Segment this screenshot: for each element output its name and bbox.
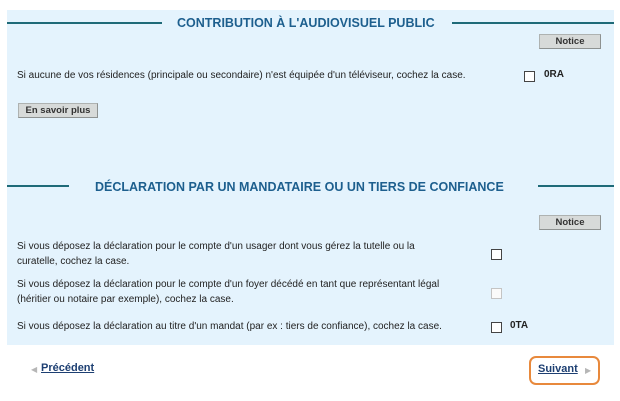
- question-mandat: [17, 319, 487, 334]
- checkbox-tutelle[interactable]: [491, 249, 502, 260]
- section-rule-left: [7, 22, 162, 24]
- suivant-link[interactable]: Suivant: [538, 363, 578, 375]
- section-title: DÉCLARATION PAR UN MANDATAIRE OU UN TIERS DE CONFIANCE: [95, 180, 504, 194]
- question-line: (héritier ou notaire par exemple), cochez la case.: [17, 294, 234, 305]
- question-line: Si vous déposez la déclaration pour le compte d'un usager dont vous gérez la tutelle ou la: [17, 241, 415, 252]
- section-mandataire-panel: [7, 180, 614, 345]
- question-line: Si vous déposez la déclaration pour le compte d'un foyer décédé en tant que représentant légal: [17, 279, 440, 290]
- arrow-right-icon: ▶: [585, 366, 592, 375]
- section-rule-left: [7, 185, 69, 187]
- checkbox-0ta[interactable]: [491, 322, 502, 333]
- section-title: CONTRIBUTION À L'AUDIOVISUEL PUBLIC: [177, 16, 435, 30]
- box-code: 0TA: [510, 320, 529, 331]
- section-audiovisuel-panel: [7, 10, 614, 190]
- question-line: Si vous déposez la déclaration au titre d'un mandat (par ex : tiers de confiance), cochez la case.: [17, 321, 442, 332]
- en-savoir-plus-button[interactable]: En savoir plus: [18, 103, 98, 118]
- question-line: curatelle, cochez la case.: [17, 256, 130, 267]
- question-tutelle: [17, 239, 487, 269]
- question-text: Si aucune de vos résidences (principale ou secondaire) n'est équipée d'un téléviseur, cochez la case.: [17, 70, 466, 81]
- section-rule-right: [538, 185, 614, 187]
- box-code: 0RA: [544, 69, 565, 80]
- section-rule-right: [452, 22, 614, 24]
- checkbox-foyer-decede: [491, 288, 502, 299]
- suivant-focus-ring[interactable]: [529, 356, 600, 385]
- arrow-left-icon: ◀: [31, 365, 38, 374]
- question-foyer-decede: [17, 277, 487, 307]
- notice-button[interactable]: Notice: [539, 215, 601, 230]
- notice-button[interactable]: Notice: [539, 34, 601, 49]
- checkbox-0ra[interactable]: [524, 71, 535, 82]
- precedent-link[interactable]: Précédent: [41, 362, 95, 374]
